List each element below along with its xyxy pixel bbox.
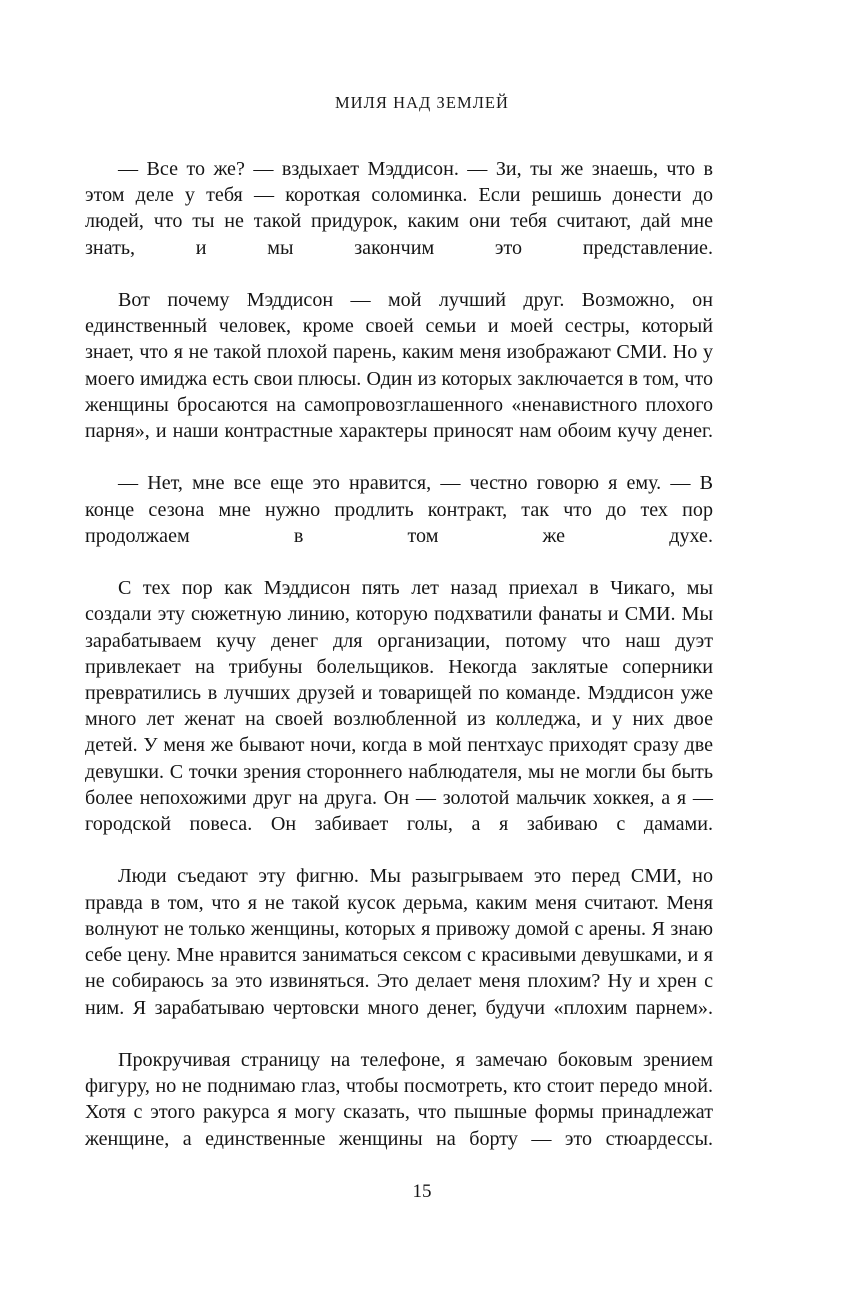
body-text bbox=[85, 156, 713, 1178]
paragraph: — Нет, мне все еще это нравится, — честно говорю я ему. — В конце сезона мне нужно продлить контракт, так что до тех пор продолжаем в том же духе. bbox=[85, 472, 713, 547]
paragraph: С тех пор как Мэддисон пять лет назад приехал в Чикаго, мы создали эту сюжетную линию, которую подхватили фанаты и СМИ. Мы зарабатываем кучу денег для организации, потому что наш дуэт привлекает на трибуны болельщиков. Некогда заклятые соперники превратились в лучших друзей и товарищей по команде. Мэддисон уже много лет женат на своей возлюбленной из колледжа, и у них двое детей. У меня же бывают ночи, когда в мой пентхаус приходят сразу две девушки. С точки зрения стороннего наблюдателя, мы не могли бы быть более непохожими друг на друга. Он — золотой мальчик хоккея, а я — городской повеса. Он забивает голы, а я забиваю с дамами. bbox=[85, 577, 713, 836]
running-head: МИЛЯ НАД ЗЕМЛЕЙ bbox=[334, 93, 510, 112]
page-number: 15 bbox=[412, 1181, 432, 1202]
paragraph: Люди съедают эту фигню. Мы разыгрываем это перед СМИ, но правда в том, что я не такой кусок дерьма, каким меня считают. Меня волнуют не только женщины, которых я привожу домой с арены. Я знаю себе цену. Мне нравится заниматься сексом с красивыми девушками, и я не собираюсь за это извиняться. Это делает меня плохим? Ну и хрен с ним. Я зарабатываю чертовски много денег, будучи «плохим парнем». bbox=[85, 865, 713, 1019]
paragraph: Вот почему Мэддисон — мой лучший друг. Возможно, он единственный человек, кроме своей семьи и моей сестры, который знает, что я не такой плохой парень, каким меня изображают СМИ. Но у моего имиджа есть свои плюсы. Один из которых заключается в том, что женщины бросаются на самопровозглашенного «ненавистного плохого парня», и наши контрастные характеры приносят нам обоим кучу денег. bbox=[85, 289, 713, 443]
paragraph: — Все то же? — вздыхает Мэддисон. — Зи, ты же знаешь, что в этом деле у тебя — короткая соломинка. Если решишь донести до людей, что ты не такой придурок, каким они тебя считают, дай мне знать, и мы закончим это представление. bbox=[85, 158, 713, 259]
paragraph: Прокручивая страницу на телефоне, я замечаю боковым зрением фигуру, но не поднимаю глаз, чтобы посмотреть, кто стоит передо мной. Хотя с этого ракурса я могу сказать, что пышные формы принадлежат женщине, а единственные женщины на борту — это стюардессы. bbox=[85, 1048, 713, 1150]
